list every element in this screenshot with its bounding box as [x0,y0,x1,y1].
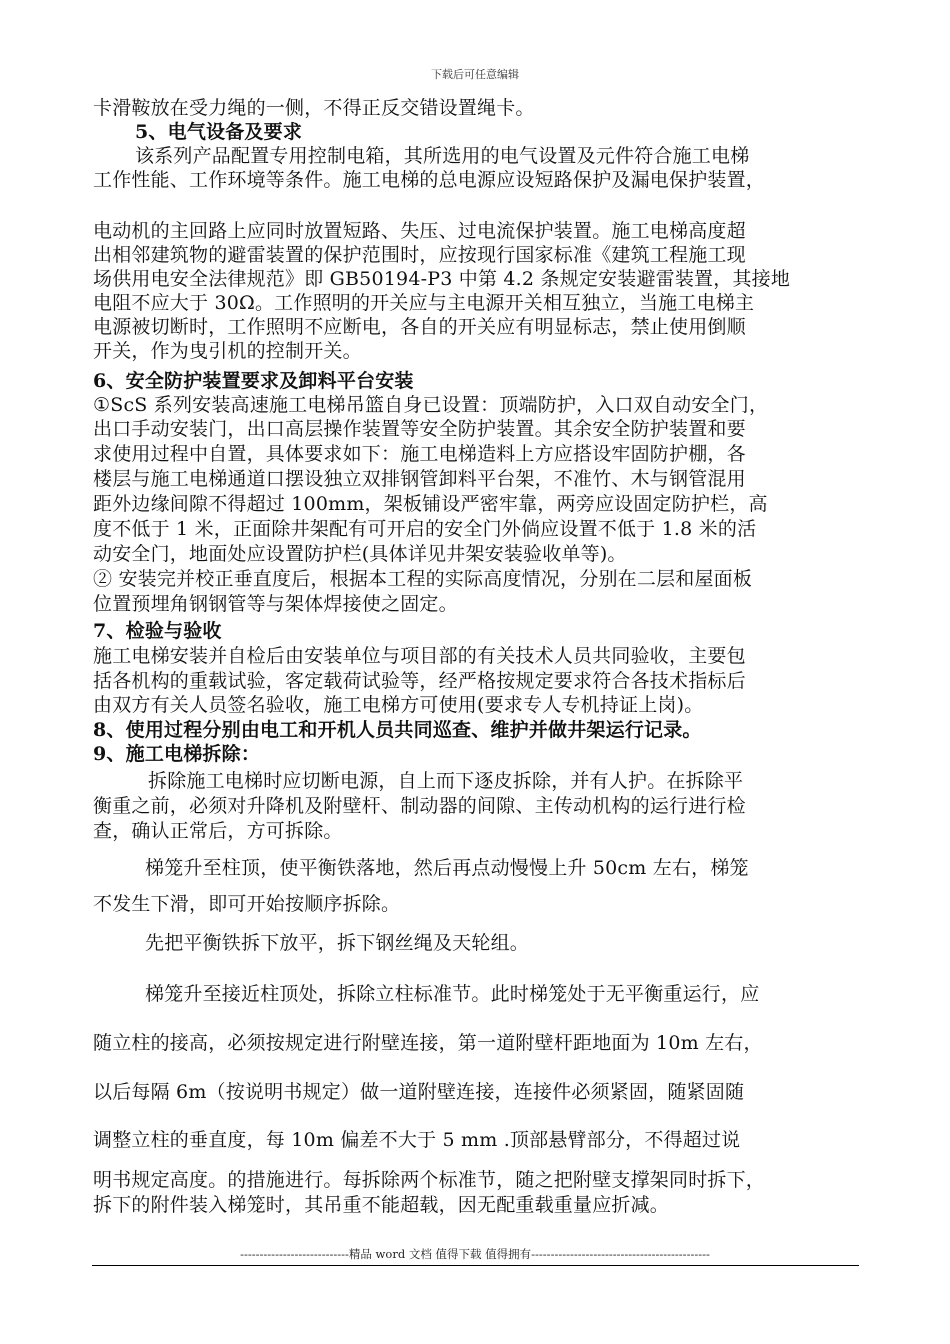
text-line: 出相邻建筑物的避雷装置的保护范围时，应按现行国家标准《建筑工程施工现 [93,244,746,266]
section-heading-5: 5、电气设备及要求 [135,121,303,143]
text-line: 衡重之前，必须对升降机及附壁杆、制动器的间隙、主传动机构的运行进行检 [93,795,746,817]
text-line: 出口手动安装门，出口高层操作装置等安全防护装置。其余安全防护装置和要 [93,418,746,440]
page-header: 下载后可任意编辑 [431,68,519,81]
text-line: 随立柱的接高，必须按规定进行附壁连接，第一道附壁杆距地面为 10m 左右， [93,1032,763,1054]
text-line: 卡滑鞍放在受力绳的一侧，不得正反交错设置绳卡。 [93,97,535,119]
text-line: 工作性能、工作环境等条件。施工电梯的总电源应设短路保护及漏电保护装置， [93,169,766,191]
text-line: 梯笼升至柱顶，使平衡铁落地，然后再点动慢慢上升 50cm 左右，梯笼 [145,857,749,879]
text-line: 求使用过程中自置，具体要求如下：施工电梯造料上方应搭设牢固防护棚，各 [93,443,746,465]
text-line: 电阻不应大于 30Ω。工作照明的开关应与主电源开关相互独立，当施工电梯主 [93,292,755,314]
footer-rule [92,1265,859,1266]
page-footer: ----------------------------精品 word 文档 值得下载 值得拥有---------------------------------------------- [240,1247,710,1261]
text-line: 不发生下滑，即可开始按顺序拆除。 [93,893,401,915]
text-line: 梯笼升至接近柱顶处，拆除立柱标准节。此时梯笼处于无平衡重运行，应 [145,983,760,1005]
text-line: 查，确认正常后，方可拆除。 [93,820,343,842]
text-line: 楼层与施工电梯通道口摆设独立双排钢管卸料平台架，不准竹、木与钢管混用 [93,468,746,490]
text-line: 动安全门，地面处应设置防护栏(具体详见井架安装验收单等)。 [93,543,627,565]
text-line: 先把平衡铁拆下放平，拆下钢丝绳及天轮组。 [145,932,530,954]
text-line: 括各机构的重载试验，客定载荷试验等，经严格按规定要求符合各技术指标后 [93,670,746,692]
text-line: 度不低于 1 米，正面除井架配有可开启的安全门外倘应设置不低于 1.8 米的活 [93,518,757,540]
text-line: 距外边缘间隙不得超过 100mm，架板铺设严密牢靠，两旁应设固定防护栏，高 [93,493,768,515]
text-line: 明书规定高度。的措施进行。每拆除两个标准节，随之把附壁支撑架同时拆下， [93,1169,766,1191]
section-heading-7: 7、检验与验收 [93,620,222,642]
text-line: 拆除施工电梯时应切断电源，自上而下逐皮拆除，并有人护。在拆除平 [148,770,744,792]
text-line: 以后每隔 6m（按说明书规定）做一道附壁连接，连接件必须紧固，随紧固随 [93,1081,745,1103]
text-line: 调整立柱的垂直度，每 10m 偏差不大于 5 mm .顶部悬臂部分，不得超过说 [93,1129,741,1151]
section-heading-8: 8、使用过程分别由电工和开机人员共同巡查、维护并做井架运行记录。 [93,719,702,741]
text-line: ② 安装完并校正垂直度后，根据本工程的实际高度情况，分别在二层和屋面板 [93,568,753,590]
text-line: 该系列产品配置专用控制电箱，其所选用的电气设置及元件符合施工电梯 [135,145,750,167]
section-heading-9: 9、施工电梯拆除： [93,743,261,765]
text-line: 拆下的附件装入梯笼时，其吊重不能超载，因无配重载重量应折减。 [93,1194,670,1216]
text-line: ①ScS 系列安装高速施工电梯吊篮自身已设置：顶端防护，入口双自动安全门， [93,394,769,416]
text-line: 电源被切断时，工作照明不应断电，各自的开关应有明显标志，禁止使用倒顺 [93,316,746,338]
text-line: 场供用电安全法律规范》即 GB50194-P3 中第 4.2 条规定安装避雷装置，其接地 [93,268,791,290]
text-line: 施工电梯安装并自检后由安装单位与项目部的有关技术人员共同验收，主要包 [93,645,746,667]
text-line: 位置预埋角钢钢管等与架体焊接使之固定。 [93,593,458,615]
text-line: 开关，作为曳引机的控制开关。 [93,340,362,362]
section-heading-6: 6、安全防护装置要求及卸料平台安装 [93,370,414,392]
text-line: 由双方有关人员签名验收，施工电梯方可使用(要求专人专机持证上岗)。 [93,694,704,716]
text-line: 电动机的主回路上应同时放置短路、失压、过电流保护装置。施工电梯高度超 [93,220,746,242]
